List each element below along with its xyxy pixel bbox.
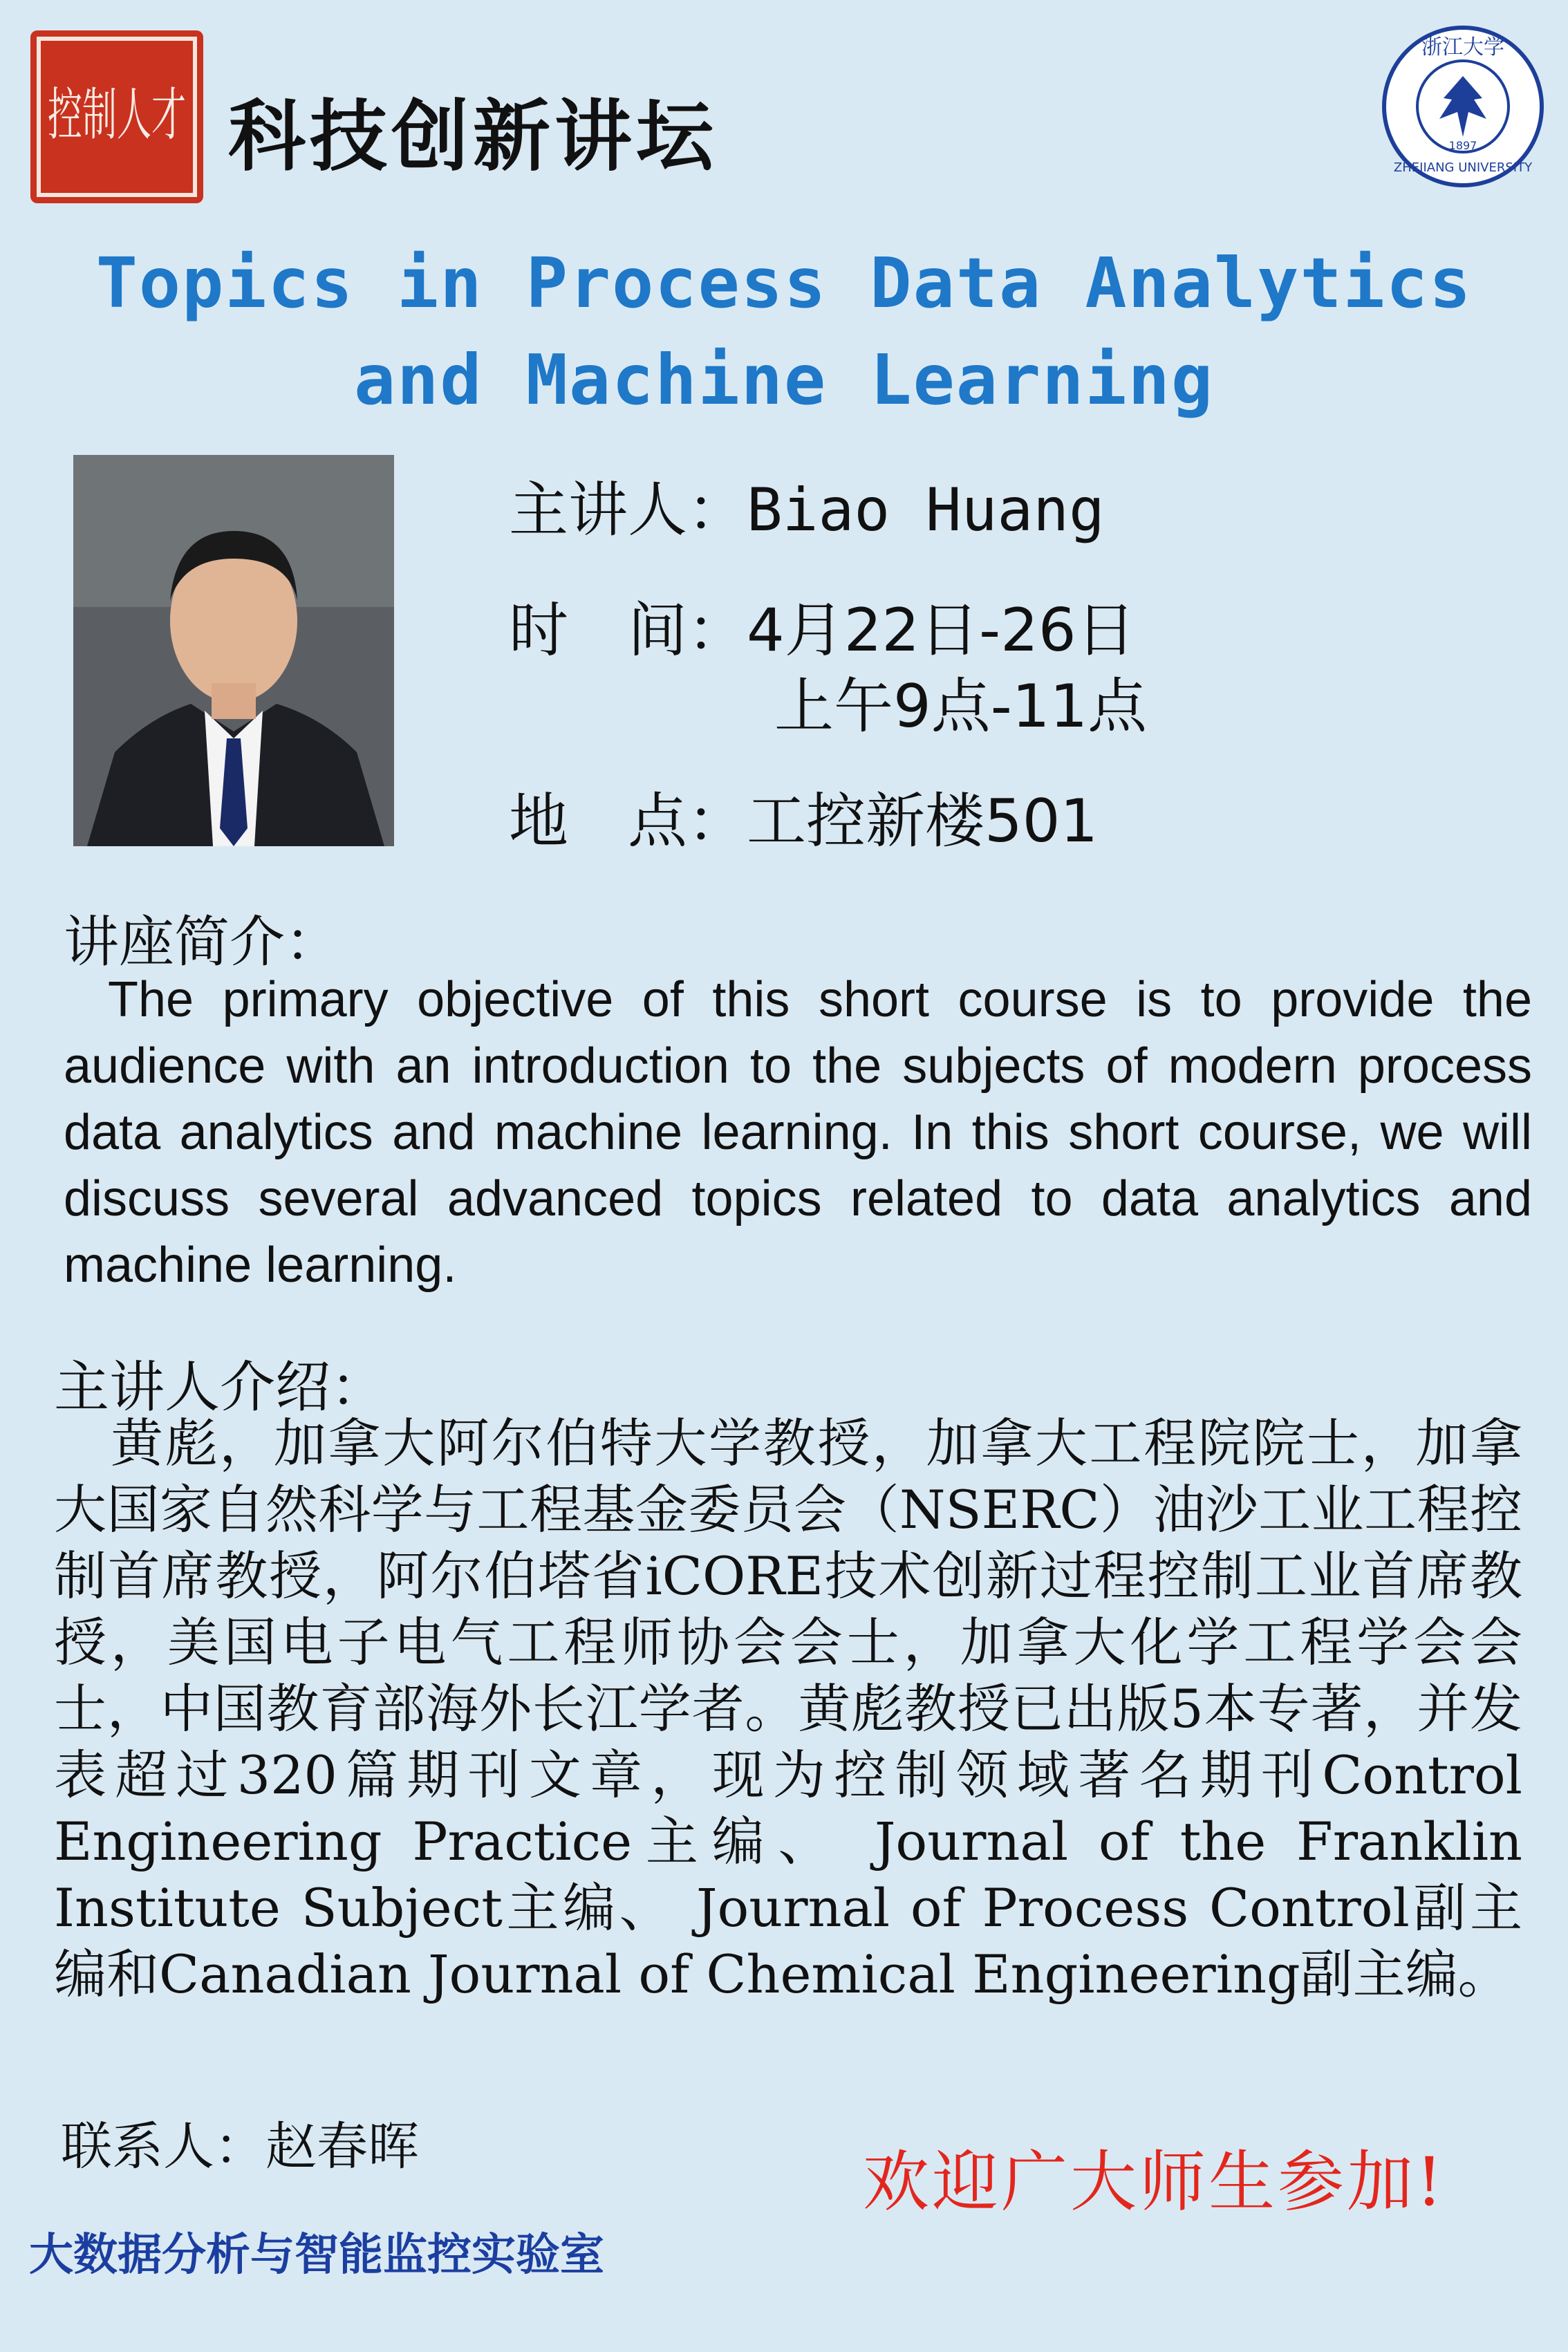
- university-logo-year: 1897: [1448, 139, 1477, 152]
- welcome-text: 欢迎广大师生参加!: [863, 2143, 1446, 2221]
- place-value: 工控新楼501: [747, 787, 1099, 856]
- bio-heading: 主讲人介绍：: [54, 1355, 386, 1419]
- university-logo-en: ZHEJIANG UNIVERSITY: [1393, 160, 1533, 175]
- intro-body: The primary objective of this short course is to provide the audience with an introduction to the subjects of modern process data analytics and machine learning. In this short course, we will discuss several advanced topics related to data analytics and machine learning.: [64, 972, 1532, 1293]
- lab-name: 大数据分析与智能监控实验室: [29, 2230, 604, 2281]
- lecture-title: [0, 235, 1568, 429]
- lecture-title-line-2: and Machine Learning: [353, 339, 1215, 420]
- seal-logo-graphic: [30, 30, 203, 203]
- lecture-title-line-1: Topics in Process Data Analytics: [95, 243, 1473, 324]
- time-row: [509, 582, 1136, 668]
- intro-heading: 讲座简介：: [64, 910, 340, 974]
- seal-logo: [30, 30, 203, 203]
- forum-title: 科技创新讲坛: [228, 92, 718, 182]
- time-label: 时 间：: [509, 596, 747, 665]
- time-hours: 上午9点-11点: [774, 672, 1148, 741]
- speaker-photo: [73, 455, 394, 846]
- speaker-label: 主讲人：: [509, 476, 747, 545]
- seal-text: 控制人才: [48, 82, 186, 148]
- university-logo-text: 浙江大学: [1421, 35, 1504, 59]
- contact-person: 联系人：赵春晖: [61, 2117, 419, 2176]
- place-label: 地 点：: [509, 787, 747, 856]
- speaker-row: [509, 462, 1105, 548]
- speaker-name: Biao Huang: [747, 476, 1105, 545]
- time-date: 4月22日-26日: [747, 596, 1136, 665]
- university-logo: [1380, 24, 1546, 189]
- bio-body: 黄彪，加拿大阿尔伯特大学教授，加拿大工程院院士，加拿大国家自然科学与工程基金委员会（NSERC）油沙工业工程控制首席教授，阿尔伯塔省iCORE技术创新过程控制工业首席教授，美国电子电气工程师协会会士，加拿大化学工程学会会士，中国教育部海外长江学者。黄彪教授已出版5本专著，并发表超过320篇期刊文章，现为控制领域著名期刊Control Engineering Practice主编、 Journal of the Franklin Institute Subject主编、 Journal of Process Control副主编和Canadian Journal of Chemical Engineering副主编。: [54, 1412, 1522, 2005]
- place-row: [509, 773, 1098, 859]
